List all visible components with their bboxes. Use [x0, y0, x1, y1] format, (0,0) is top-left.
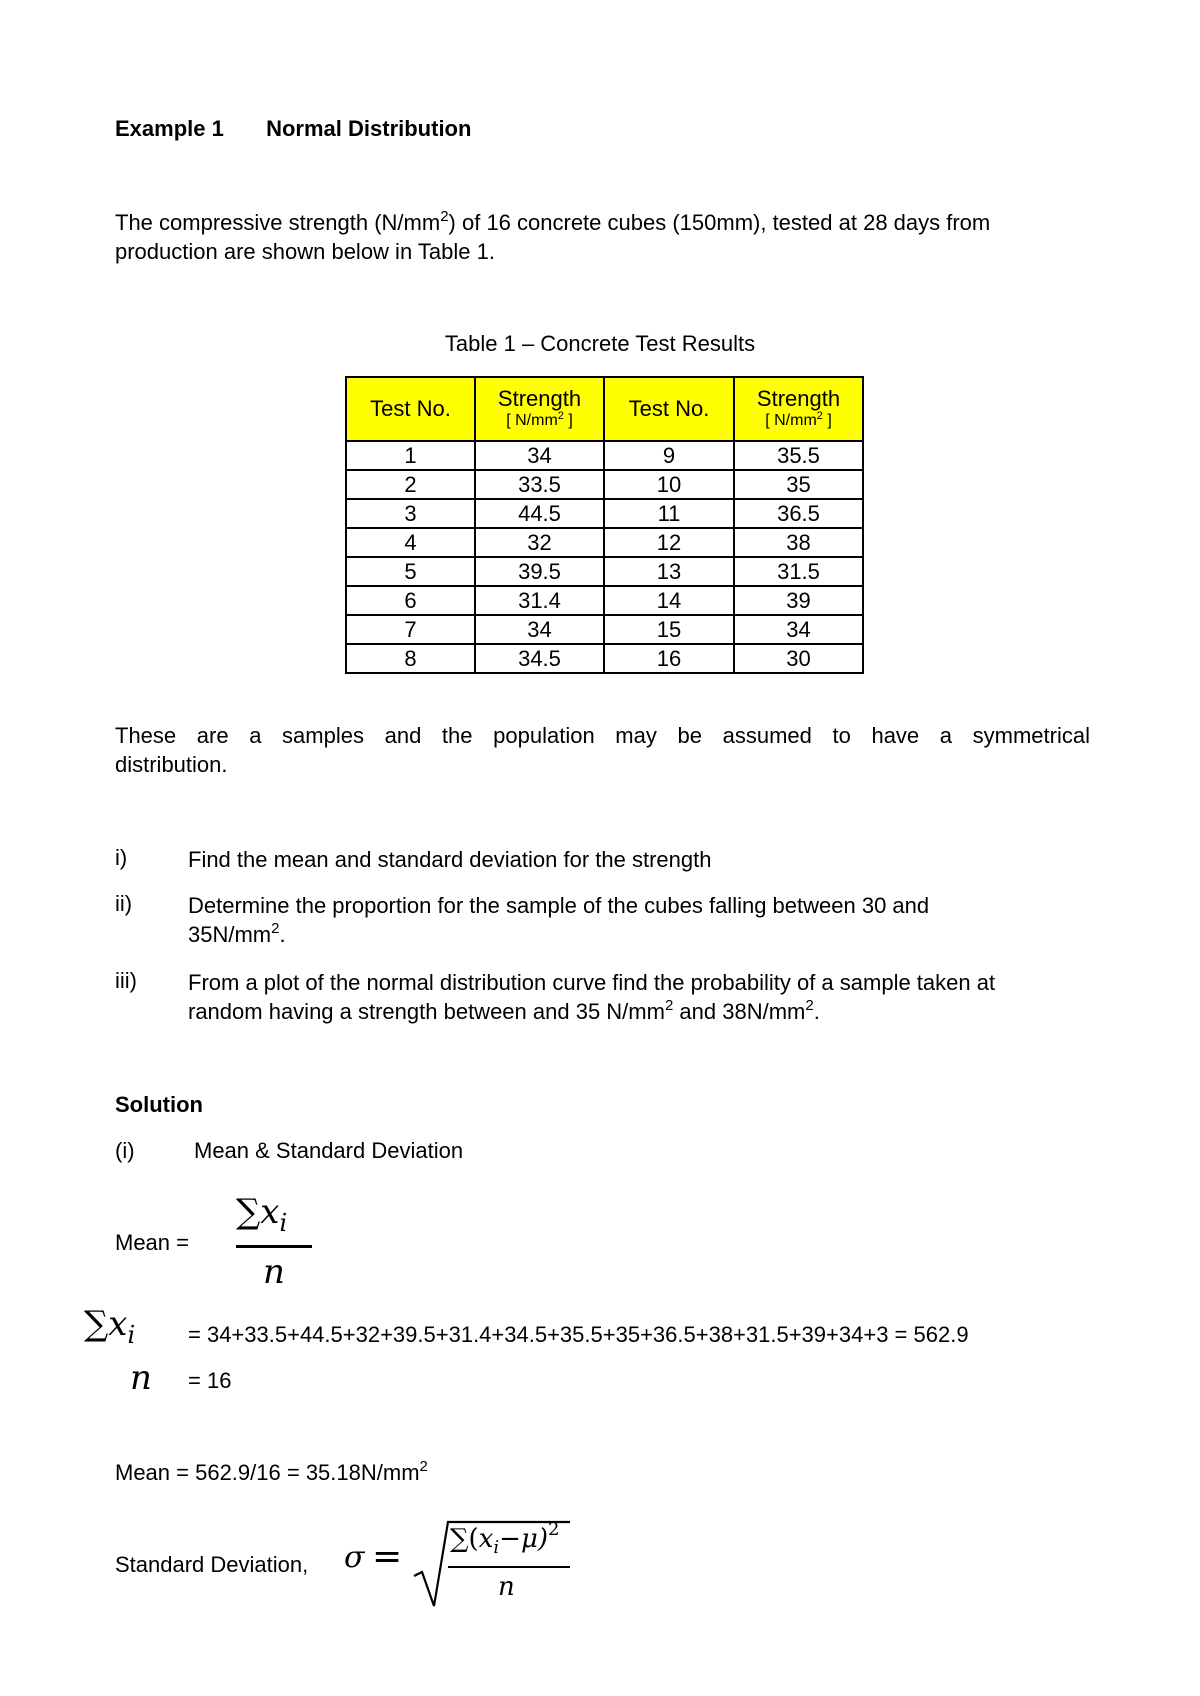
sd-fraction-bar — [448, 1566, 570, 1568]
intro-line-1: The compressive strength $(N/mm^2)$ of 16 concrete cubes (150mm), tested at 28 days from — [115, 208, 991, 235]
strength-cell: 35.5 — [734, 441, 863, 470]
test-no-cell: 3 — [346, 499, 475, 528]
sum-calculation: = 34+33.5+44.5+32+39.5+31.4+34.5+35.5+35+36.5+38+31.5+39+34+3 = 562.9 — [188, 1322, 969, 1347]
test-no-cell: 12 — [604, 528, 734, 557]
header-strength: Strength [ $N/mm^2$ ] — [475, 377, 604, 441]
test-no-cell: 15 — [604, 615, 734, 644]
topic-title: Normal Distribution — [266, 116, 472, 141]
sd-numerator: $\sum(x_i-\mu)^2$ — [450, 1519, 560, 1559]
sum-xi-symbol: $\sum x_i$ — [84, 1304, 136, 1349]
mean-label: Mean = — [115, 1230, 189, 1255]
assumption-line-1: These are a samples and the population may be assumed to have a symmetrical — [115, 723, 1090, 748]
table-row — [346, 586, 863, 615]
test-no-cell: 6 — [346, 586, 475, 615]
table-row — [346, 644, 863, 673]
question-text: Find the mean and standard deviation for the strength — [188, 847, 712, 872]
header-strength: Strength [ $N/mm^2$ ] — [734, 377, 863, 441]
test-no-cell: 1 — [346, 441, 475, 470]
test-no-cell: 2 — [346, 470, 475, 499]
strength-cell: 31.4 — [475, 586, 604, 615]
table-row — [346, 441, 863, 470]
strength-cell: 36.5 — [734, 499, 863, 528]
n-value: = 16 — [188, 1368, 232, 1393]
table-row — [346, 557, 863, 586]
assumption-line-2: distribution. — [115, 752, 228, 777]
strength-cell: 34 — [734, 615, 863, 644]
header-test-no: Test No. — [604, 377, 734, 441]
question-number: i) — [115, 845, 128, 870]
test-no-cell: 4 — [346, 528, 475, 557]
test-no-cell: 5 — [346, 557, 475, 586]
equals-sign: = — [372, 1536, 403, 1577]
test-no-cell: 7 — [346, 615, 475, 644]
strength-cell: 38 — [734, 528, 863, 557]
question-number: iii) — [115, 968, 137, 993]
test-no-cell: 10 — [604, 470, 734, 499]
strength-cell: 33.5 — [475, 470, 604, 499]
fraction-bar — [236, 1245, 312, 1248]
test-no-cell: 8 — [346, 644, 475, 673]
strength-cell: 34.5 — [475, 644, 604, 673]
part-number: (i) — [115, 1138, 135, 1163]
strength-cell: 39 — [734, 586, 863, 615]
table-caption: Table 1 – Concrete Test Results — [444, 331, 756, 356]
mean-result: Mean = $562.9/16 = 35.18N/mm^2$ — [115, 1458, 428, 1485]
strength-cell: 32 — [475, 528, 604, 557]
intro-line-2: production are shown below in Table 1. — [115, 239, 495, 264]
part-title: Mean & Standard Deviation — [194, 1138, 464, 1163]
mean-formula-numerator: $\sum x_i$ — [236, 1192, 288, 1237]
example-heading — [115, 116, 471, 142]
sd-label: Standard Deviation, — [115, 1552, 309, 1577]
question-text: From a plot of the normal distribution curve find the probability of a sample taken at random having a strength between and 35 $N/mm^2$ and $38N/mm^2$. — [188, 970, 996, 1024]
strength-cell: 35 — [734, 470, 863, 499]
sd-denominator: n — [498, 1572, 515, 1602]
question-number: ii) — [115, 891, 133, 916]
test-no-cell: 14 — [604, 586, 734, 615]
table-row — [346, 499, 863, 528]
header-test-no: Test No. — [346, 377, 475, 441]
table-row — [346, 615, 863, 644]
table-row — [346, 528, 863, 557]
concrete-results-table — [345, 376, 864, 674]
solution-heading: Solution — [115, 1092, 203, 1117]
strength-cell: 39.5 — [475, 557, 604, 586]
sum-symbol: ∑ — [236, 1192, 261, 1232]
strength-cell: 30 — [734, 644, 863, 673]
intro-paragraph — [115, 208, 1095, 266]
assumption-paragraph — [115, 721, 1090, 779]
strength-cell: 34 — [475, 615, 604, 644]
test-no-cell: 9 — [604, 441, 734, 470]
n-symbol: n — [130, 1358, 152, 1398]
example-label: Example 1 — [115, 116, 224, 141]
question-text: Determine the proportion for the sample of the cubes falling between 30 and $35N/mm^2$. — [188, 893, 930, 947]
table-body — [346, 441, 863, 673]
strength-cell: 44.5 — [475, 499, 604, 528]
mean-formula-denominator: n — [263, 1252, 285, 1292]
sigma-symbol: σ — [344, 1540, 365, 1575]
test-no-cell: 11 — [604, 499, 734, 528]
test-no-cell: 16 — [604, 644, 734, 673]
strength-cell: 31.5 — [734, 557, 863, 586]
strength-cell: 34 — [475, 441, 604, 470]
test-no-cell: 13 — [604, 557, 734, 586]
table-row — [346, 470, 863, 499]
table-header-row — [346, 377, 863, 441]
